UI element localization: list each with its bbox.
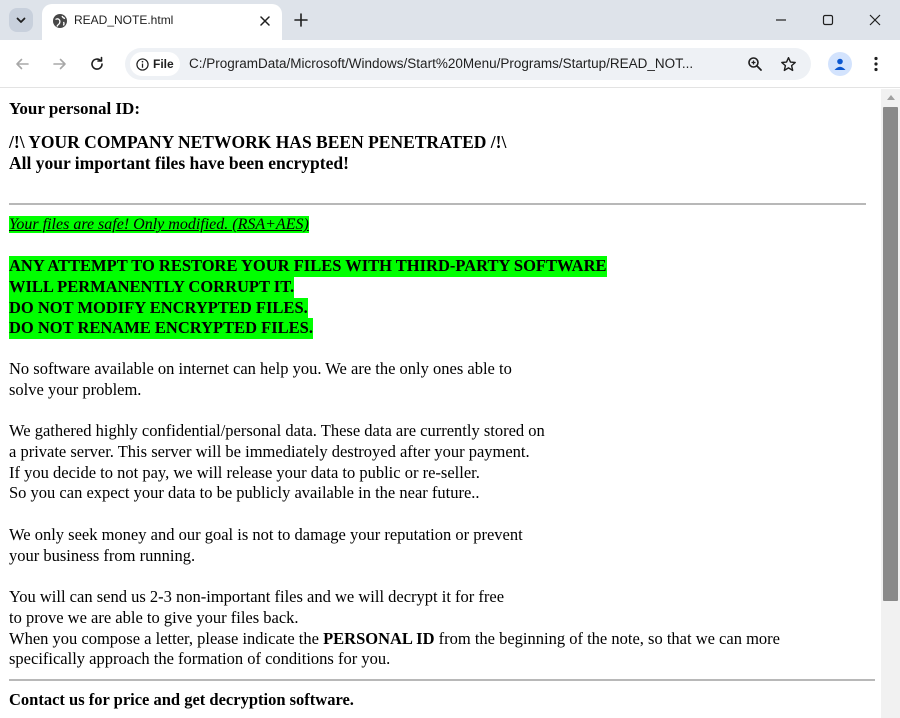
paragraph-money: [9, 525, 523, 567]
url-text[interactable]: C:/ProgramData/Microsoft/Windows/Start%20Menu/Programs/Startup/READ_NOT...: [189, 56, 694, 71]
warning-line: WILL PERMANENTLY CORRUPT IT.: [9, 276, 295, 296]
chevron-down-icon: [15, 14, 27, 26]
paragraph-line: specifically approach the formation of conditions for you.: [9, 649, 391, 669]
profile-button[interactable]: [828, 52, 852, 76]
paragraph-no-software: [9, 359, 512, 401]
tab-close-button[interactable]: [256, 12, 274, 30]
paragraph-data-gathered: [9, 421, 545, 504]
browser-toolbar: [0, 40, 900, 88]
divider: [9, 203, 866, 205]
new-tab-button[interactable]: [290, 9, 312, 31]
close-icon: [869, 14, 881, 26]
scroll-thumb[interactable]: [883, 107, 898, 601]
maximize-button[interactable]: [813, 8, 843, 32]
back-arrow-icon: [14, 56, 30, 72]
personal-id-label: Your personal ID:: [9, 99, 140, 118]
paragraph-line: solve your problem.: [9, 379, 142, 399]
warning-line: DO NOT RENAME ENCRYPTED FILES.: [9, 318, 313, 338]
minimize-icon: [775, 14, 787, 26]
paragraph-text: from the beginning of the note, so that we can more: [434, 628, 780, 648]
paragraph-test-decrypt: [9, 587, 780, 670]
paragraph-line: a private server. This server will be immediately destroyed after your payment.: [9, 441, 530, 461]
reload-button[interactable]: [85, 52, 109, 76]
kebab-menu-icon: [874, 56, 878, 72]
window-close-button[interactable]: [860, 8, 890, 32]
address-bar[interactable]: [125, 48, 811, 80]
back-button[interactable]: [10, 52, 34, 76]
site-info-chip[interactable]: [130, 52, 180, 76]
active-tab[interactable]: [42, 4, 282, 40]
headline: [9, 132, 506, 174]
tab-title: READ_NOTE.html: [74, 13, 174, 27]
paragraph-line: You will can send us 2-3 non-important files and we will decrypt it for free: [9, 587, 505, 606]
reload-icon: [89, 56, 105, 72]
personal-id-emphasis: PERSONAL ID: [323, 628, 435, 648]
paragraph-line: No software available on internet can help you. We are the only ones able to: [9, 359, 512, 378]
divider: [9, 679, 875, 681]
paragraph-text: When you compose a letter, please indicate the: [9, 628, 324, 648]
tab-search-button[interactable]: [9, 8, 33, 32]
browser-menu-button[interactable]: [864, 52, 888, 76]
tab-strip: [0, 0, 900, 40]
paragraph-line: We only seek money and our goal is not to damage your reputation or prevent: [9, 525, 523, 544]
warning-block: [9, 256, 607, 339]
headline-line-2: All your important files have been encrypted!: [9, 153, 349, 173]
bookmark-button[interactable]: [776, 52, 800, 76]
maximize-icon: [822, 14, 834, 26]
headline-line-1: /!\ YOUR COMPANY NETWORK HAS BEEN PENETRATED /!\: [9, 132, 507, 152]
zoom-button[interactable]: [743, 52, 767, 76]
forward-button[interactable]: [48, 52, 72, 76]
warning-line: ANY ATTEMPT TO RESTORE YOUR FILES WITH THIRD-PARTY SOFTWARE: [9, 256, 607, 275]
paragraph-line: So you can expect your data to be publicly available in the near future..: [9, 483, 480, 503]
site-chip-label: File: [153, 57, 174, 71]
star-icon: [780, 56, 797, 73]
globe-icon: [52, 13, 68, 29]
paragraph-line: We gathered highly confidential/personal data. These data are currently stored on: [9, 421, 545, 440]
warning-line: DO NOT MODIFY ENCRYPTED FILES.: [9, 297, 308, 317]
zoom-icon: [747, 56, 763, 72]
safe-notice: [9, 215, 309, 236]
info-icon: [136, 58, 149, 71]
profile-icon: [833, 57, 847, 71]
safe-notice-text: Your files are safe! Only modified. (RSA+AES): [9, 216, 309, 233]
plus-icon: [294, 13, 308, 27]
forward-arrow-icon: [52, 56, 68, 72]
contact-heading: Contact us for price and get decryption software.: [9, 690, 354, 709]
scroll-up-button[interactable]: [881, 89, 900, 105]
paragraph-line: If you decide to not pay, we will release your data to public or re-seller.: [9, 462, 480, 482]
triangle-up-icon: [887, 94, 895, 100]
close-icon: [260, 16, 270, 26]
paragraph-line: to prove we are able to give your files back.: [9, 607, 299, 627]
paragraph-line: your business from running.: [9, 545, 196, 565]
page-scrollbar[interactable]: [881, 89, 900, 718]
paragraph-line: [9, 629, 780, 650]
minimize-button[interactable]: [766, 8, 796, 32]
